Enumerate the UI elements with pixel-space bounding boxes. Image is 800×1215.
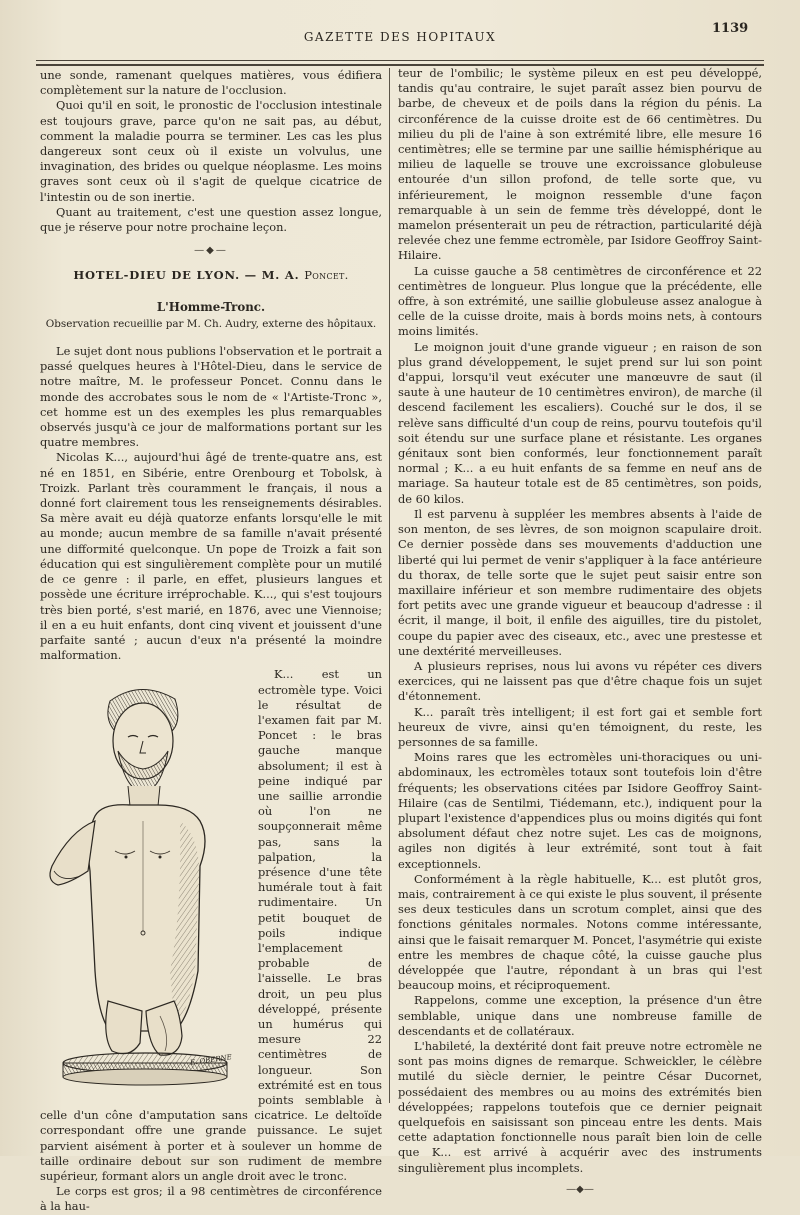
paragraph: Conformément à la règle habituelle, K... est plutôt gros, mais, contrairement à ce qui existe le plus souvent, il présente ses deux testicules dans un scrotum complet, ainsi que des fonctions génitales normales. Notons comme intéressante, ainsi que le faisait remarquer M. Poncet, l'asymétrie qui existe entre les membres de chaque côté, la cuisse gauche plus développée que l'autre, répondant à un bras qui l'est beaucoup moins, et réciproquement. bbox=[398, 871, 762, 993]
paragraph: Rappelons, comme une exception, la présence d'un être semblable, unique dans une nombreuse famille de descendants et de collatéraux. bbox=[398, 993, 762, 1038]
column-divider bbox=[389, 68, 390, 1103]
header-rule bbox=[36, 60, 764, 61]
section-title-text: HOTEL-DIEU DE LYON. — M. A. bbox=[73, 268, 300, 283]
left-column bbox=[40, 68, 382, 1215]
article-byline: Observation recueillie par M. Ch. Audry, externe des hôpitaux. bbox=[45, 317, 377, 330]
paragraph: Moins rares que les ectromèles uni-thoraciques ou uni-abdominaux, les ectromèles totaux sont toutefois loin d'être fréquents; les observations citées par Isidore Geoffroy Saint-Hilaire (cas de Sentilmi, Tiédemann, etc.), indiquent pour la plupart l'existence d'appendices plus ou moins digités qui font absolument défaut chez notre sujet. Les cas de moignons, agiles non digités à leur extrémité, sont tout à fait exceptionnels. bbox=[398, 750, 762, 871]
paragraph: K... paraît très intelligent; il est fort gai et semble fort heureux de vivre, ainsi qu'en témoignent, du reste, les personnes de sa famille. bbox=[398, 704, 762, 749]
torso-engraving-icon bbox=[40, 671, 250, 1091]
paragraph: teur de l'ombilic; le système pileux en est peu développé, tandis qu'au contraire, le sujet paraît assez bien pourvu de barbe, de cheveux et de poils dans la région du pénis. La circonférence de la cuisse droite est de 66 centimètres. Du milieu du pli de l'aine à son extrémité libre, elle mesure 16 centimètres; elle se termine par une saillie hémisphérique au milieu de laquelle se trouve une excroissance globuleuse entourée d'un sillon profond, de telle sorte que, vu inférieurement, le moignon ressemble d'une façon remarquable à un sein de femme très développé, dont le mamelon présenterait un peu de rétraction, particularité déjà relevée chez une femme ectromèle, par Isidore Geoffroy Saint-Hilaire. bbox=[398, 66, 762, 263]
paragraph: Le sujet dont nous publions l'observation et le portrait a passé quelques heures à l'Hôtel-Dieu, dans le service de notre maître, M. le professeur Poncet. Connu dans le monde des accrobates sous le nom de « l'Artiste-Tronc », cet homme est un des exemples les plus remarquables observés jusqu'à ce jour de malformations portant sur les quatre membres. bbox=[40, 344, 382, 450]
separator-ornament: —◆— bbox=[194, 245, 228, 257]
paragraph: Nicolas K..., aujourd'hui âgé de trente-quatre ans, est né en 1851, en Sibérie, entre Orenbourg et Tobolsk, à Troizk. Parlant très couramment le français, il nous a donné fort clairement tous les renseignements désirables. Sa mère avait eu déjà quatorze enfants lorsqu'elle le mit au monde; aucun membre de sa famille n'avait présenté une difformité quelconque. Un pope de Troizk a fait son éducation qui est singulièrement complète pour un mutilé de ce genre : il parle, en effet, plusieurs langues et possède une écriture irréprochable. K..., qui s'est toujours très bien porté, s'est marié, en 1876, avec une Viennoise; il en a eu huit enfants, dont cinq vivent et jouissent d'une parfaite santé ; aucun d'eux n'a présenté la moindre malformation. bbox=[40, 450, 382, 663]
paragraph: La cuisse gauche a 58 centimètres de circonférence et 22 centimètres de longueur. Plus longue que la précédente, elle offre, à son extrémité, une saillie globuleuse assez analogue à celle de la cuisse droite, mais à bords moins nets, à contours moins limités. bbox=[398, 263, 762, 339]
engraving-figure bbox=[40, 671, 250, 1091]
paragraph: une sonde, ramenant quelques matières, vous édifiera complètement sur la nature de l'occlusion. bbox=[40, 68, 382, 98]
section-title bbox=[40, 268, 382, 283]
paragraph: L'habileté, la dextérité dont fait preuve notre ectromèle ne sont pas moins dignes de remarque. Schweickler, le célèbre mutilé du siècle dernier, le peintre César Ducornet, possédaient des membres ou au moins des extrémités bien développées; rappelons toutefois que ce dernier peignait quelquefois en saisissant son pinceau entre les dents. Mais cette adaptation fonctionnelle nous paraît bien loin de celle que K... est arrivé à acquérir avec des instruments singulièrement plus incomplets. bbox=[398, 1039, 762, 1175]
paragraph: Le corps est gros; il a 98 centimètres de circonférence à la hau- bbox=[40, 1184, 382, 1214]
paragraph: Quoi qu'il en soit, le pronostic de l'occlusion intestinale est toujours grave, parce qu'on ne sait pas, au début, comment la maladie pourra se terminer. Les cas les plus dangereux sont ceux où il existe un volvulus, une invagination, des brides ou quelque néoplasme. Les moins graves sont ceux où il s'agit de quelque cicatrice de l'intestin ou de son inertie. bbox=[40, 98, 382, 204]
article-title: L'Homme-Tronc. bbox=[156, 299, 266, 314]
end-ornament: —◆— bbox=[566, 1183, 594, 1195]
section-author: Poncet. bbox=[304, 268, 349, 283]
paragraph: Il est parvenu à suppléer les membres absents à l'aide de son menton, de ses lèvres, de son moignon scapulaire droit. Ce dernier possède dans ses mouvements d'adduction une liberté qui lui permet de venir s'appliquer à la face antérieure du thorax, de telle sorte que le sujet peut saisir entre son maxillaire inférieur et son membre rudimentaire des objets fort petits avec une grande vigueur et beaucoup d'adresse : il écrit, il mange, il boit, il enfile des aiguilles, tire du pistolet, coupe du papier avec des ciseaux, etc., avec une prestesse et une dextérité merveilleuses. bbox=[398, 506, 762, 658]
running-title: GAZETTE DES HOPITAUX bbox=[303, 30, 497, 44]
paragraph: K... est un ectromèle type. Voici le résultat de l'examen fait par M. Poncet : le bras gauche manque absolument; il est à peine indiqué par une saillie arrondie où l'on ne soupçonnerait même pas, sans la palpation, la présence d'une tête humérale tout à fait rudimentaire. Un petit bouquet de poils indique l'emplacement probable de l'aisselle. Le bras droit, un peu plus développé, présente un humérus qui mesure 22 centimètres de longueur. Son extrémité est en tous points semblable à celle d'un cône d'amputation sans cicatrice. Le deltoïde correspondant offre une grande puissance. Le sujet parvient aisément à porter et à soulever un homme de taille ordinaire debout sur son rudiment de membre supérieur, formant alors un angle droit avec le tronc. bbox=[40, 667, 382, 1184]
paragraph: Le moignon jouit d'une grande vigueur ; en raison de son plus grand développement, le sujet prend sur lui son point d'appui, lorsqu'il veut exécuter une manœuvre de saut (il saute à une hauteur de 10 centimètres environ), de marche (il descend facilement les escaliers). Couché sur le dos, il se relève sans difficulté d'un coup de reins, pourvu toutefois qu'il soit étendu sur une surface plane et résistante. Les organes génitaux sont bien conformés, leur fonctionnement paraît normal ; K... a eu huit enfants de sa femme en neuf ans de mariage. Sa hauteur totale est de 85 centimètres, son poids, de 60 kilos. bbox=[398, 339, 762, 506]
paragraph: Quant au traitement, c'est une question assez longue, que je réserve pour notre prochaine leçon. bbox=[40, 204, 382, 235]
paragraph: A plusieurs reprises, nous lui avons vu répéter ces divers exercices, qui ne laissent pas que d'être chaque fois un sujet d'étonnement. bbox=[398, 658, 762, 704]
right-column bbox=[398, 66, 762, 1197]
page-number: 1139 bbox=[712, 21, 749, 36]
engraver-signature: E. OBERNE bbox=[189, 1053, 233, 1068]
